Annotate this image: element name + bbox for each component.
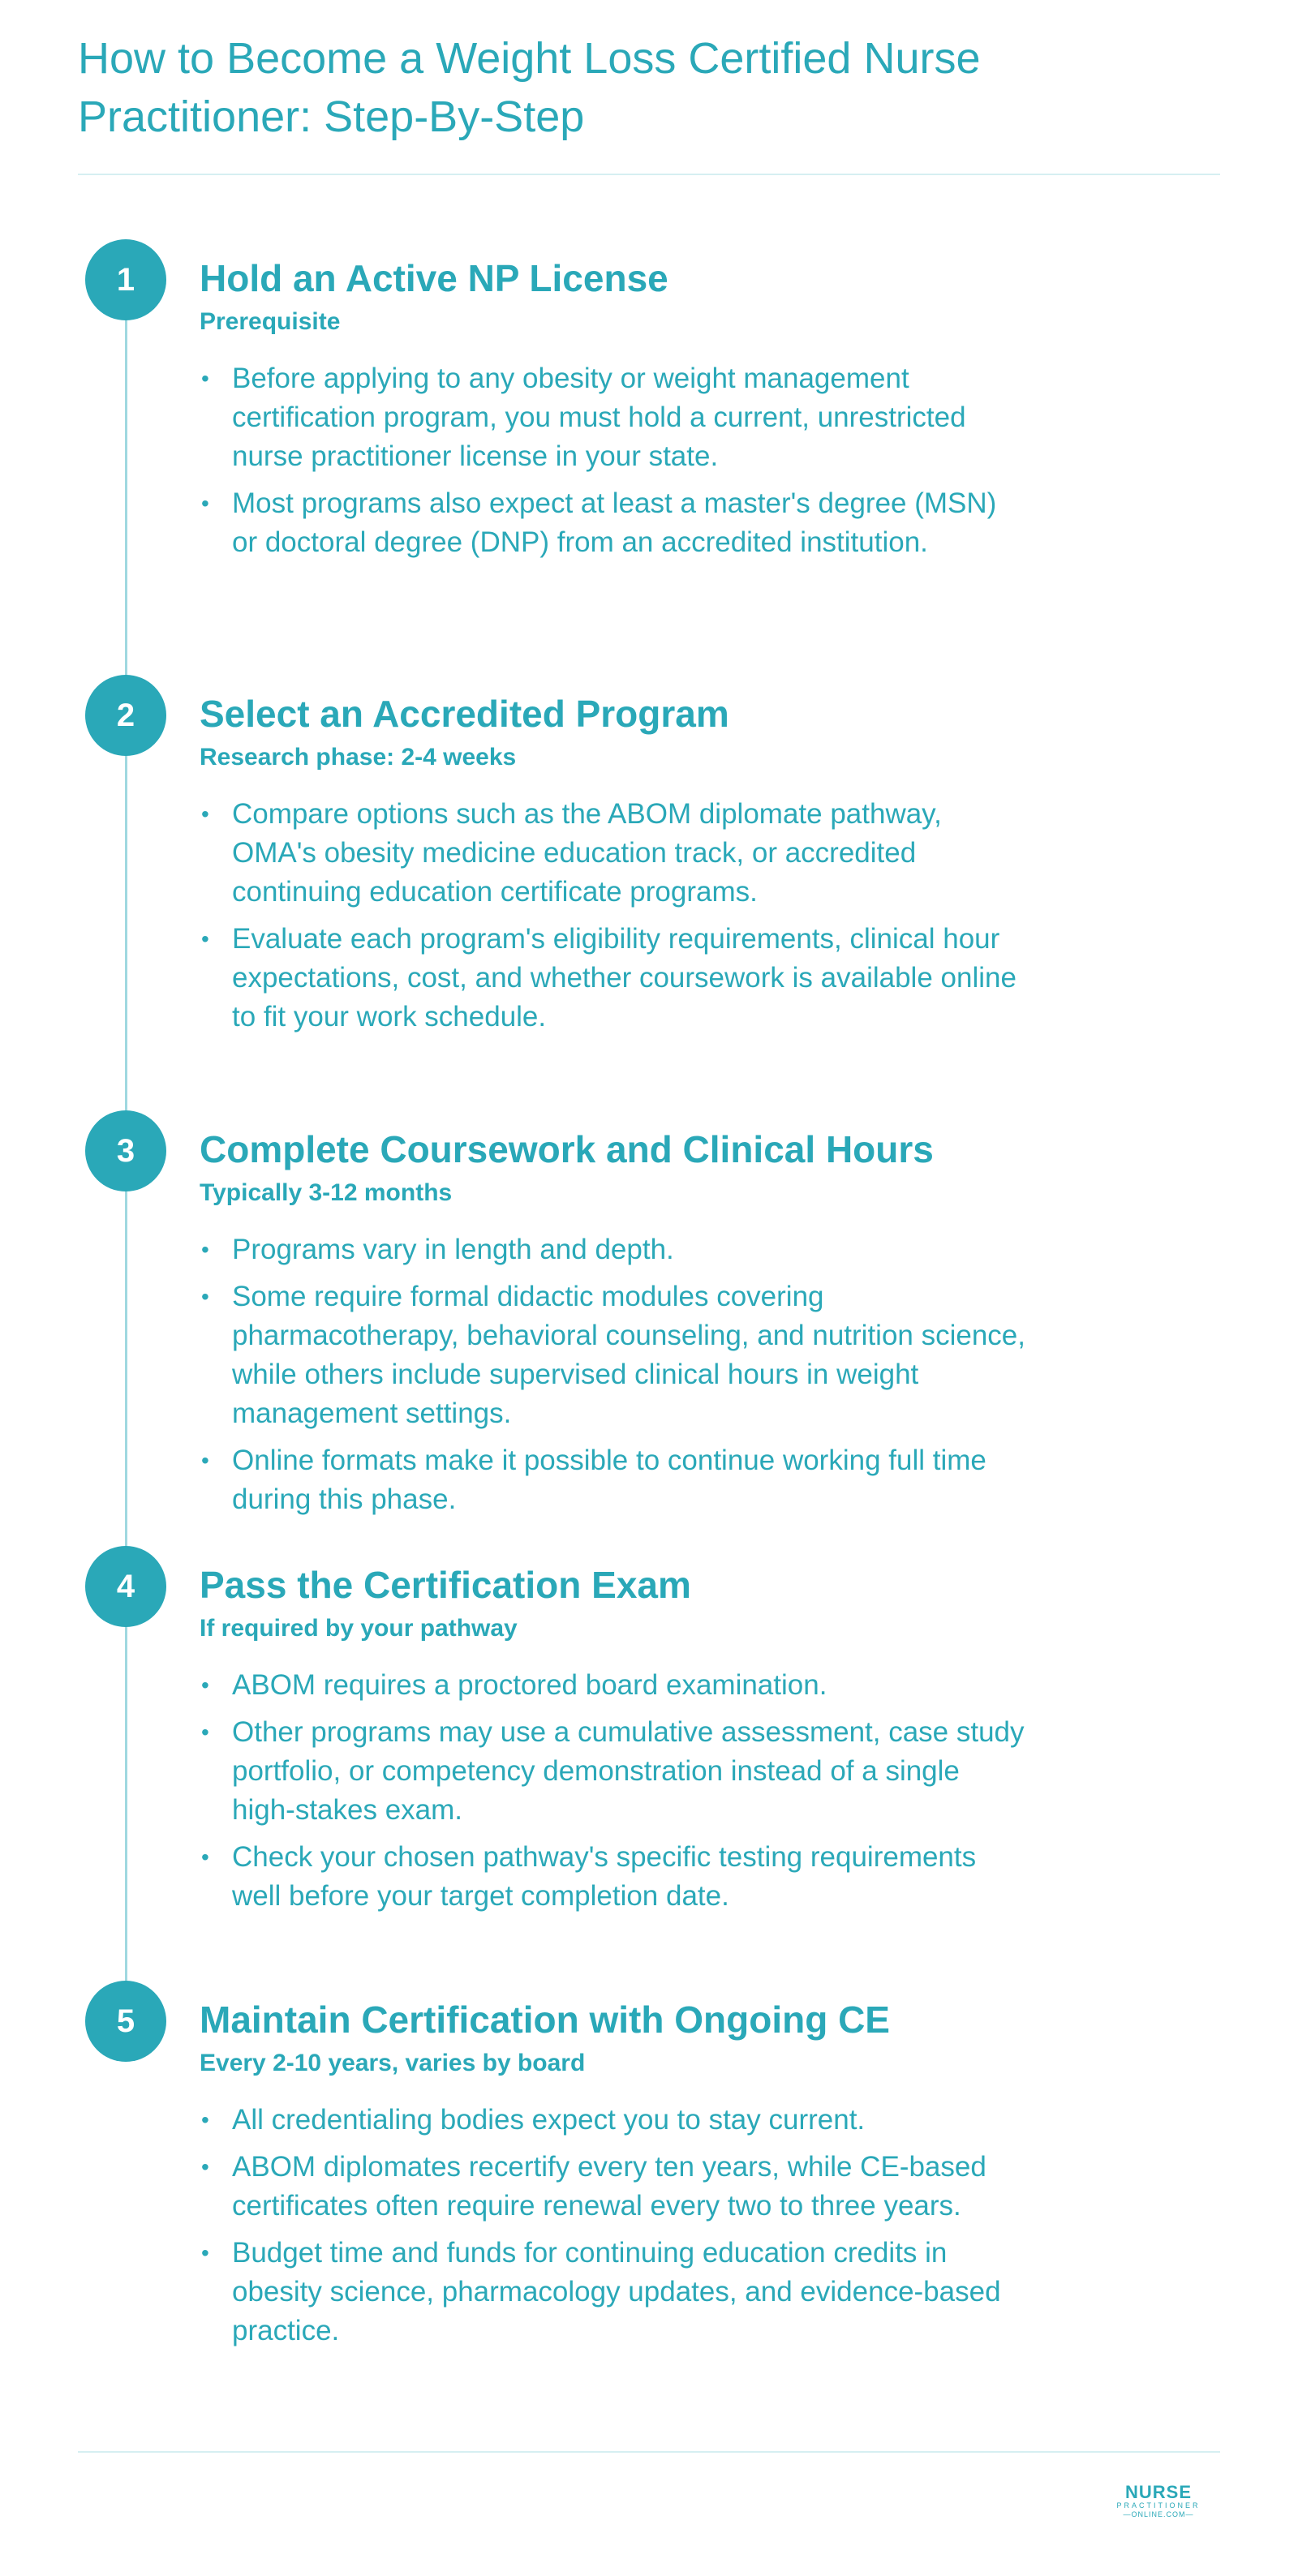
bullet-icon: • <box>201 2107 209 2132</box>
step-bullet-list <box>200 2101 1027 2351</box>
logo-wordmark: NURSE <box>1124 2482 1192 2502</box>
list-item <box>200 2148 1027 2226</box>
bullet-icon: • <box>201 1237 209 1262</box>
step-bullet-list <box>200 1666 1027 1916</box>
step-title: Complete Coursework and Clinical Hours <box>200 1128 934 1170</box>
bullet-icon: • <box>201 1448 209 1473</box>
list-item <box>200 795 1027 912</box>
list-item-text: Budget time and funds for continuing education credits in obesity science, pharmacology updates, and evidence-based practice. <box>232 2237 1001 2346</box>
step-bullet-list <box>200 795 1027 1037</box>
bullet-icon: • <box>201 366 209 391</box>
list-item-text: Most programs also expect at least a master's degree (MSN) or doctoral degree (DNP) from an accredited institution. <box>232 487 997 558</box>
logo-domain: —ONLINE.COM— <box>1123 2510 1194 2518</box>
brand-logo <box>1113 2484 1204 2519</box>
bullet-icon: • <box>201 926 209 951</box>
step-number-badge: 4 <box>85 1546 166 1627</box>
step-content <box>200 1562 1027 1924</box>
step-subtitle: If required by your pathway <box>200 1615 518 1642</box>
list-item-text: Other programs may use a cumulative assessment, case study portfolio, or competency demonstration instead of a single high-stakes exam. <box>232 1716 1025 1826</box>
bullet-icon: • <box>201 1844 209 1870</box>
list-item-text: Online formats make it possible to continue working full time during this phase. <box>232 1445 986 1515</box>
step-content <box>200 1997 1027 2359</box>
list-item-text: ABOM requires a proctored board examination. <box>232 1669 827 1701</box>
list-item-text: Some require formal didactic modules covering pharmacotherapy, behavioral counseling, and nutrition science, while others include supervised clinical hours in weight management settings. <box>232 1281 1026 1429</box>
page-title: How to Become a Weight Loss Certified Nurse Practitioner: Step-By-Step <box>78 34 981 141</box>
list-item <box>200 1713 1027 1830</box>
bullet-icon: • <box>201 801 209 826</box>
step-title: Pass the Certification Exam <box>200 1564 691 1606</box>
list-item <box>200 2101 1027 2140</box>
list-item <box>200 920 1027 1037</box>
step-subtitle: Every 2-10 years, varies by board <box>200 2050 586 2076</box>
header-divider <box>78 174 1220 175</box>
step-content <box>200 255 1027 570</box>
list-item <box>200 2234 1027 2351</box>
step-subtitle: Research phase: 2-4 weeks <box>200 744 517 771</box>
list-item <box>200 1838 1027 1916</box>
step-number-badge: 3 <box>85 1110 166 1191</box>
logo-subline: PRACTITIONER <box>1116 2501 1201 2509</box>
bullet-icon: • <box>201 2240 209 2265</box>
step-title: Maintain Certification with Ongoing CE <box>200 1999 890 2041</box>
step-content <box>200 1127 1027 1527</box>
step-title: Hold an Active NP License <box>200 257 668 299</box>
bullet-icon: • <box>201 1672 209 1698</box>
step-number-badge: 2 <box>85 675 166 756</box>
list-item-text: Programs vary in length and depth. <box>232 1234 674 1265</box>
list-item-text: Evaluate each program's eligibility requirements, clinical hour expectations, cost, and whether coursework is available online to fit your work schedule. <box>232 923 1016 1033</box>
list-item-text: Before applying to any obesity or weight management certification program, you must hold a current, unrestricted nurse practitioner license in your state. <box>232 363 966 472</box>
step-bullet-list <box>200 1230 1027 1519</box>
step-number-badge: 5 <box>85 1981 166 2062</box>
bullet-icon: • <box>201 2154 209 2179</box>
list-item <box>200 359 1027 476</box>
list-item <box>200 484 1027 562</box>
step-subtitle: Typically 3-12 months <box>200 1179 453 1206</box>
footer-divider <box>78 2451 1220 2453</box>
list-item <box>200 1441 1027 1519</box>
list-item-text: ABOM diplomates recertify every ten years, while CE-based certificates often require renewal every two to three years. <box>232 2151 986 2222</box>
list-item <box>200 1230 1027 1269</box>
step-subtitle: Prerequisite <box>200 308 341 335</box>
list-item-text: Compare options such as the ABOM diplomate pathway, OMA's obesity medicine education track, or accredited continuing education certificate programs. <box>232 798 942 908</box>
list-item-text: All credentialing bodies expect you to stay current. <box>232 2104 866 2136</box>
step-content <box>200 691 1027 1045</box>
step-bullet-list <box>200 359 1027 562</box>
list-item-text: Check your chosen pathway's specific testing requirements well before your target completion date. <box>232 1841 977 1912</box>
list-item <box>200 1666 1027 1705</box>
list-item <box>200 1277 1027 1433</box>
step-number-badge: 1 <box>85 239 166 320</box>
bullet-icon: • <box>201 1284 209 1309</box>
bullet-icon: • <box>201 491 209 516</box>
step-title: Select an Accredited Program <box>200 693 729 735</box>
bullet-icon: • <box>201 1719 209 1745</box>
